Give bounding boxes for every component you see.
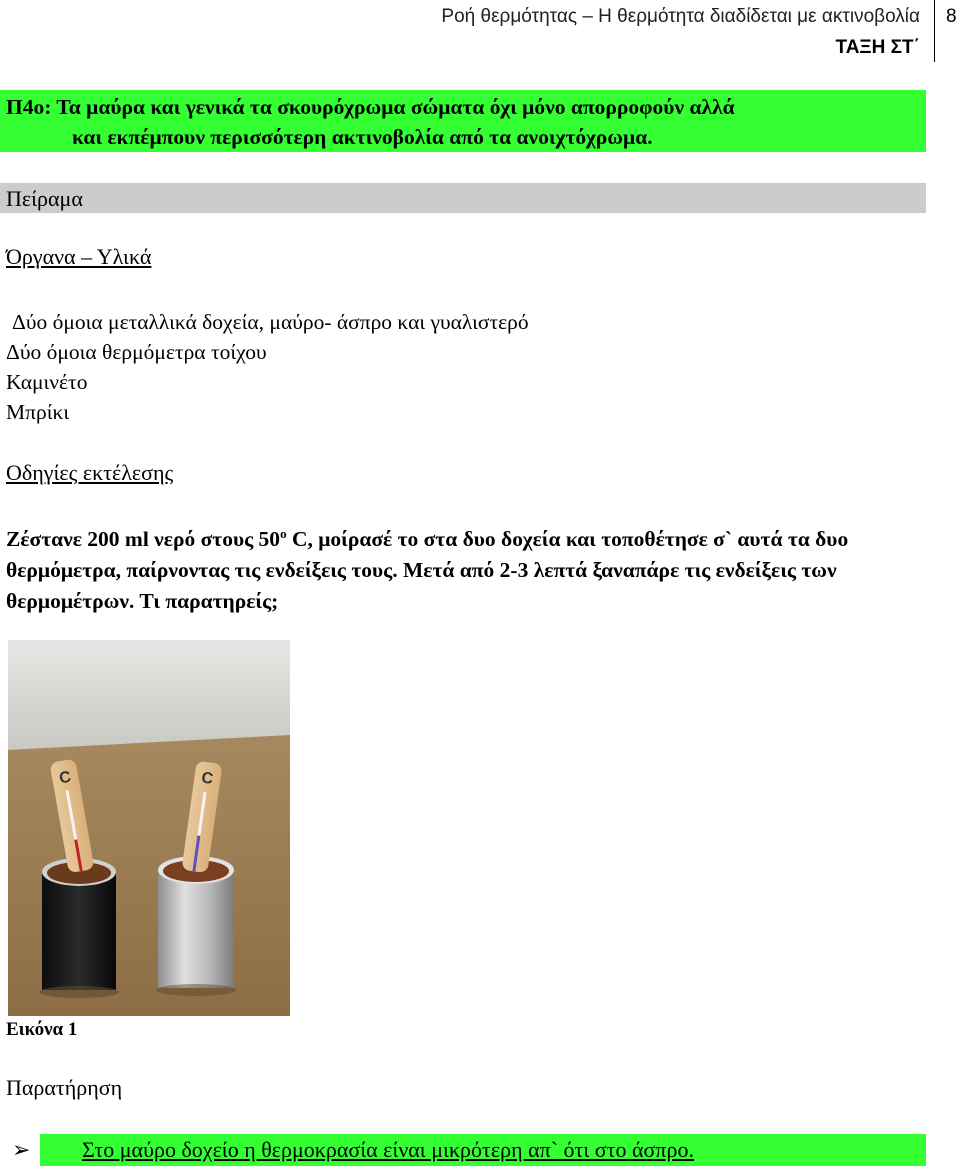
arrow-bullet-icon: ➢ <box>12 1137 31 1162</box>
material-item: Μπρίκι <box>6 400 70 424</box>
header-title: Ροή θερμότητας – Η θερμότητα διαδίδεται με ακτινοβολία <box>441 6 920 27</box>
material-item: Δύο όμοια μεταλλικά δοχεία, μαύρο- άσπρο και γυαλιστερό <box>12 310 529 334</box>
instructions-part-2: C, μοίρασέ το στα δυο δοχεία και τοποθέτησε σ` αυτά τα δυο θερμόμετρα, παίρνοντας τις ενδείξεις τους. Μετά από 2-3 λεπτά ξαναπάρε τις ενδείξεις των θερμομέτρων. Τι παρατηρείς; <box>6 527 849 614</box>
section-title-bar: Πείραμα <box>0 183 926 213</box>
materials-heading: Όργανα – Υλικά <box>6 244 152 269</box>
page-number: 8 <box>946 6 957 27</box>
material-item: Δύο όμοια θερμόμετρα τοίχου <box>6 340 267 364</box>
hypothesis-line-2: και εκπέμπουν περισσότερη ακτινοβολία από τα ανοιχτόχρωμα. <box>72 125 653 149</box>
thermometer-unit-left: C <box>57 768 73 788</box>
instructions-heading: Οδηγίες εκτέλεσης <box>6 460 174 485</box>
experiment-photo <box>8 640 290 1016</box>
hypothesis-line-1: Π4ο: Τα μαύρα και γενικά τα σκουρόχρωμα σώματα όχι μόνο απορροφούν αλλά <box>6 95 735 119</box>
figure-caption: Εικόνα 1 <box>6 1019 78 1040</box>
hypothesis-box <box>0 90 926 152</box>
observation-heading: Παρατήρηση <box>6 1075 123 1100</box>
conclusion-box <box>40 1134 926 1166</box>
material-item: Καμινέτο <box>6 370 88 394</box>
header-class-label: ΤΑΞΗ ΣΤ΄ <box>835 37 920 58</box>
conclusion-text: Στο μαύρο δοχείο η θερμοκρασία είναι μικρότερη απ` ότι στο άσπρο. <box>82 1137 694 1162</box>
thermometer-unit-right: C <box>200 769 215 788</box>
experiment-photo-illustration <box>8 640 290 1016</box>
header-divider <box>934 0 935 62</box>
instructions-part-1: Ζέστανε 200 ml νερό στους 50 <box>6 527 281 552</box>
instructions-text <box>6 518 926 617</box>
degree-superscript: ο <box>280 526 287 541</box>
